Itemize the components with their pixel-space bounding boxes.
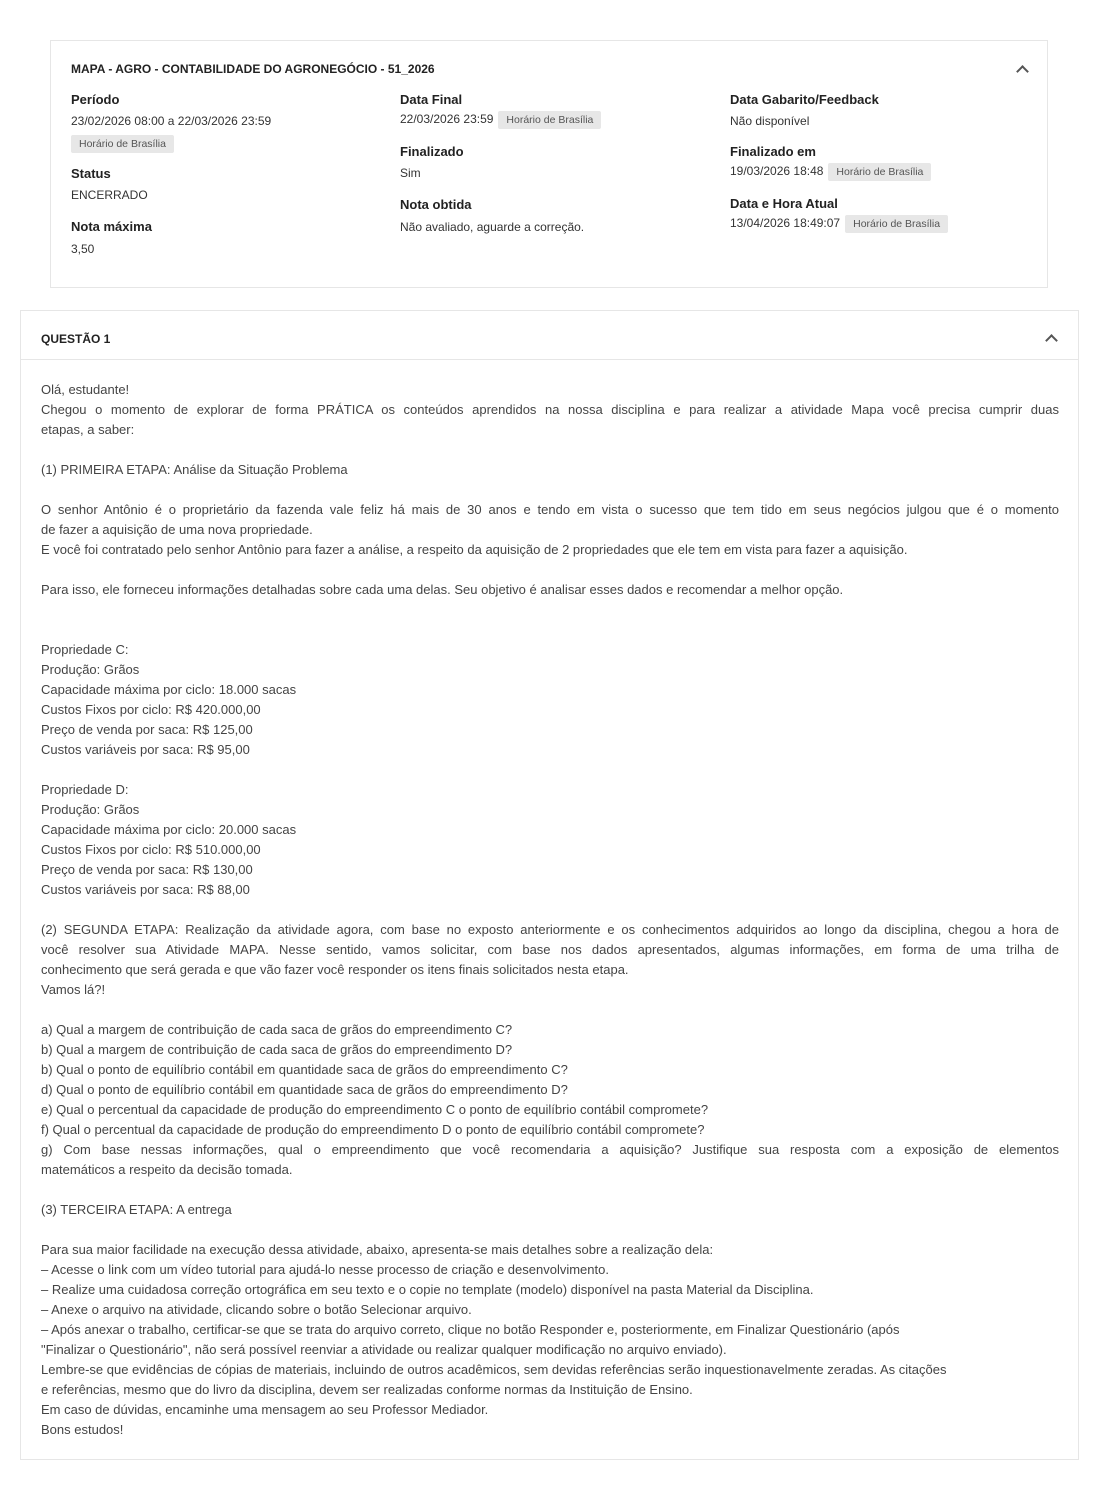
question-text-line: Custos variáveis por saca: R$ 95,00 <box>41 742 250 757</box>
question-text-line: Preço de venda por saca: R$ 130,00 <box>41 862 253 877</box>
data-final-label: Data Final <box>400 92 463 107</box>
question-text-line: Para sua maior facilidade na execução dessa atividade, abaixo, apresenta-se mais detalhes sobre a realização dela: <box>41 1242 714 1257</box>
question-text-line: f) Qual o percentual da capacidade de produção do empreendimento D o ponto de equilíbrio contábil compromete? <box>41 1122 705 1137</box>
question-text-line: Produção: Grãos <box>41 662 140 677</box>
question-text-line: b) Qual a margem de contribuição de cada saca de grãos do empreendimento D? <box>41 1042 513 1057</box>
question-text-line: Olá, estudante! <box>41 382 130 397</box>
periodo-label: Período <box>71 92 120 107</box>
periodo-value: 23/02/2026 08:00 a 22/03/2026 23:59 <box>71 114 272 128</box>
finalizado-label: Finalizado <box>400 144 464 159</box>
question-text-line: Capacidade máxima por ciclo: 18.000 sacas <box>41 682 297 697</box>
question-header[interactable] <box>21 311 1078 360</box>
blank-line <box>41 1180 1059 1200</box>
collapse-chevron-up-icon[interactable] <box>1045 334 1058 347</box>
question-text-line: Em caso de dúvidas, encaminhe uma mensagem ao seu Professor Mediador. <box>41 1402 489 1417</box>
data-gabarito-value: Não disponível <box>730 114 810 128</box>
timezone-badge: Horário de Brasília <box>845 215 948 233</box>
question-text <box>41 380 1059 1440</box>
blank-line <box>41 620 1059 640</box>
question-text-line: de fazer a aquisição de uma nova propriedade. <box>41 522 313 537</box>
question-text-line: você resolver sua Atividade MAPA. Nesse sentido, vamos solicitar, com base nos dados apresentados, algumas informações, em forma de uma trilha de <box>41 942 1059 957</box>
blank-line <box>41 480 1059 500</box>
question-text-line: g) Com base nessas informações, qual o empreendimento que você recomendaria a aquisição? Justifique sua resposta com a exposição de elementos <box>41 1142 1059 1157</box>
question-text-line: (1) PRIMEIRA ETAPA: Análise da Situação Problema <box>41 462 348 477</box>
periodo-timezone-badge-wrap <box>71 135 174 153</box>
data-final-row <box>400 111 601 129</box>
question-text-line: b) Qual o ponto de equilíbrio contábil em quantidade saca de grãos do empreendimento C? <box>41 1062 568 1077</box>
question-text-line: – Realize uma cuidadosa correção ortográfica em seu texto e o copie no template (modelo) disponível na pasta Material da Disciplina. <box>41 1282 814 1297</box>
question-text-line: a) Qual a margem de contribuição de cada saca de grãos do empreendimento C? <box>41 1022 513 1037</box>
question-text-line: Bons estudos! <box>41 1422 124 1437</box>
question-text-line: Para isso, ele forneceu informações detalhadas sobre cada uma delas. Seu objetivo é analisar esses dados e recomendar a melhor opção. <box>41 582 844 597</box>
question-text-line: Produção: Grãos <box>41 802 140 817</box>
question-text-line: e) Qual o percentual da capacidade de produção do empreendimento C o ponto de equilíbrio contábil compromete? <box>41 1102 709 1117</box>
activity-title: MAPA - AGRO - CONTABILIDADE DO AGRONEGÓCIO - 51_2026 <box>71 62 435 76</box>
question-text-line: O senhor Antônio é o proprietário da fazenda vale feliz há mais de 30 anos e tendo em vista o sucesso que tem tido em seus negócios julgou que é o momento <box>41 502 1059 517</box>
question-text-line: Propriedade D: <box>41 782 129 797</box>
question-text-line: Custos variáveis por saca: R$ 88,00 <box>41 882 250 897</box>
question-text-line: – Após anexar o trabalho, certificar-se que se trata do arquivo correto, clique no botão Responder e, posteriormente, em Finalizar Questionário (após <box>41 1322 900 1337</box>
question-text-line: Custos Fixos por ciclo: R$ 510.000,00 <box>41 842 261 857</box>
finalizado-em-value: 19/03/2026 18:48 <box>730 164 824 179</box>
blank-line <box>41 1220 1059 1240</box>
collapse-chevron-up-icon[interactable] <box>1016 65 1029 78</box>
timezone-badge: Horário de Brasília <box>71 135 174 153</box>
data-hora-atual-label: Data e Hora Atual <box>730 196 838 211</box>
nota-obtida-label: Nota obtida <box>400 197 472 212</box>
finalizado-em-row <box>730 163 931 181</box>
timezone-badge: Horário de Brasília <box>498 111 601 129</box>
question-text-line: "Finalizar o Questionário", não será possível reenviar a atividade ou realizar qualquer modificação no arquivo enviado). <box>41 1342 727 1357</box>
finalizado-em-label: Finalizado em <box>730 144 816 159</box>
question-text-line: E você foi contratado pelo senhor Antônio para fazer a análise, a respeito da aquisição de 2 propriedades que ele tem em vista para fazer a aquisição. <box>41 542 908 557</box>
blank-line <box>41 1000 1059 1020</box>
data-gabarito-label: Data Gabarito/Feedback <box>730 92 879 107</box>
data-hora-atual-value: 13/04/2026 18:49:07 <box>730 216 841 231</box>
question-text-line: (3) TERCEIRA ETAPA: A entrega <box>41 1202 232 1217</box>
question-text-line: – Acesse o link com um vídeo tutorial para ajudá-lo nesse processo de criação e desenvolvimento. <box>41 1262 609 1277</box>
question-text-line: etapas, a saber: <box>41 422 135 437</box>
question-text-line: Chegou o momento de explorar de forma PRÁTICA os conteúdos aprendidos na nossa disciplina e para realizar a atividade Mapa você precisa cumprir duas <box>41 402 1059 417</box>
nota-maxima-label: Nota máxima <box>71 219 152 234</box>
nota-maxima-value: 3,50 <box>71 242 95 256</box>
blank-line <box>41 600 1059 620</box>
blank-line <box>41 900 1059 920</box>
question-text-line: – Anexe o arquivo na atividade, clicando sobre o botão Selecionar arquivo. <box>41 1302 472 1317</box>
question-text-line: Preço de venda por saca: R$ 125,00 <box>41 722 253 737</box>
question-text-line: e referências, mesmo que do livro da disciplina, devem ser realizadas conforme normas da Instituição de Ensino. <box>41 1382 693 1397</box>
data-final-value: 22/03/2026 23:59 <box>400 112 494 127</box>
question-title: QUESTÃO 1 <box>41 332 111 346</box>
blank-line <box>41 760 1059 780</box>
question-text-line: Lembre-se que evidências de cópias de materiais, incluindo de outros acadêmicos, sem devidas referências serão inquestionavelmente zeradas. As citações <box>41 1362 947 1377</box>
question-text-line: Custos Fixos por ciclo: R$ 420.000,00 <box>41 702 261 717</box>
question-text-line: matemáticos a respeito da decisão tomada. <box>41 1162 293 1177</box>
question-card <box>20 310 1079 1460</box>
status-value: ENCERRADO <box>71 188 148 202</box>
timezone-badge: Horário de Brasília <box>828 163 931 181</box>
activity-summary-card <box>50 40 1048 288</box>
question-text-line: Capacidade máxima por ciclo: 20.000 sacas <box>41 822 297 837</box>
question-text-line: Vamos lá?! <box>41 982 106 997</box>
question-text-line: conhecimento que será gerada e que vão fazer você responder os itens finais solicitados nesta etapa. <box>41 962 629 977</box>
nota-obtida-value: Não avaliado, aguarde a correção. <box>400 220 585 234</box>
data-hora-atual-row <box>730 215 948 233</box>
question-text-line: Propriedade C: <box>41 642 129 657</box>
blank-line <box>41 440 1059 460</box>
question-text-line: d) Qual o ponto de equilíbrio contábil em quantidade saca de grãos do empreendimento D? <box>41 1082 568 1097</box>
question-text-line: (2) SEGUNDA ETAPA: Realização da atividade agora, com base no exposto anteriormente e os conhecimentos adquiridos ao longo da disciplina, chegou a hora de <box>41 922 1059 937</box>
status-label: Status <box>71 166 111 181</box>
finalizado-value: Sim <box>400 166 421 180</box>
blank-line <box>41 560 1059 580</box>
